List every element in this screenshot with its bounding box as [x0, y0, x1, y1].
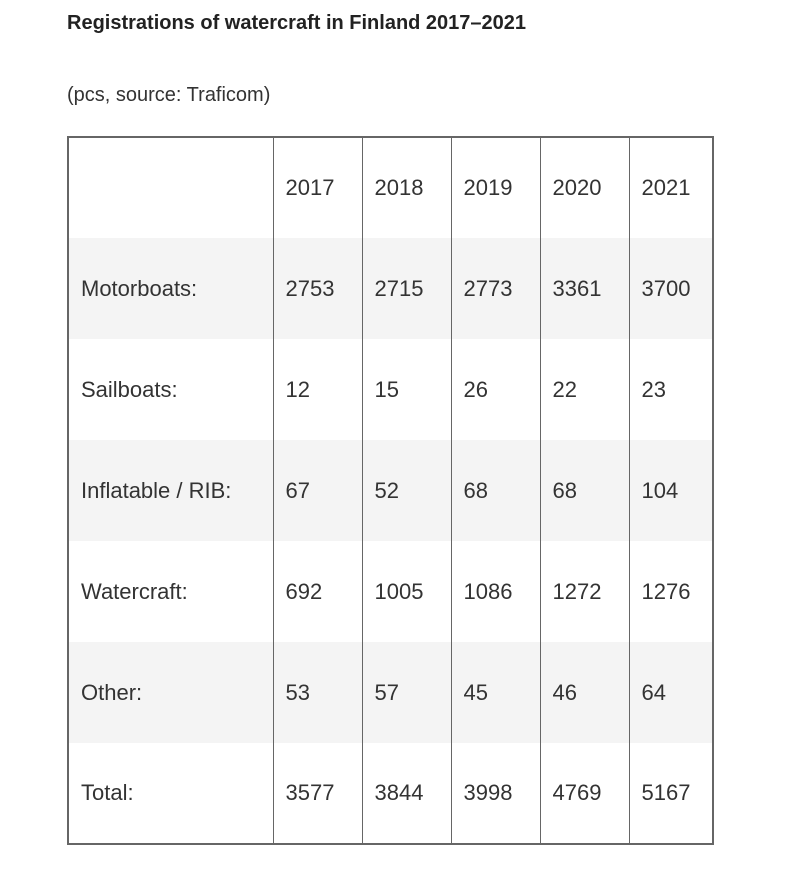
row-label: Other: [68, 642, 273, 743]
table-cell: 3700 [629, 238, 713, 339]
table-cell: 2753 [273, 238, 362, 339]
table-cell: 1005 [362, 541, 451, 642]
table-cell: 45 [451, 642, 540, 743]
table-cell: 46 [540, 642, 629, 743]
row-label: Inflatable / RIB: [68, 440, 273, 541]
year-header: 2018 [362, 137, 451, 238]
table-cell: 57 [362, 642, 451, 743]
table-cell: 104 [629, 440, 713, 541]
table-cell: 12 [273, 339, 362, 440]
year-header: 2021 [629, 137, 713, 238]
page-title: Registrations of watercraft in Finland 2017–2021 [67, 12, 527, 34]
table-cell: 2715 [362, 238, 451, 339]
table-cell: 692 [273, 541, 362, 642]
table-row-total [68, 743, 713, 844]
table-row [68, 238, 713, 339]
registrations-table [67, 136, 714, 845]
table-cell: 3361 [540, 238, 629, 339]
row-label: Sailboats: [68, 339, 273, 440]
table-cell: 4769 [540, 743, 629, 844]
table-cell: 3844 [362, 743, 451, 844]
table-cell: 68 [451, 440, 540, 541]
table-cell: 1276 [629, 541, 713, 642]
table-row [68, 339, 713, 440]
table-row [68, 440, 713, 541]
row-label: Watercraft: [68, 541, 273, 642]
row-label: Motorboats: [68, 238, 273, 339]
year-header: 2017 [273, 137, 362, 238]
table-cell: 52 [362, 440, 451, 541]
table-cell: 3998 [451, 743, 540, 844]
table-cell: 26 [451, 339, 540, 440]
table-cell: 15 [362, 339, 451, 440]
table-cell: 68 [540, 440, 629, 541]
table-caption: (pcs, source: Traficom) [67, 84, 271, 106]
table-cell: 64 [629, 642, 713, 743]
table-cell: 1272 [540, 541, 629, 642]
year-header: 2019 [451, 137, 540, 238]
table-row [68, 541, 713, 642]
table-cell: 5167 [629, 743, 713, 844]
year-header: 2020 [540, 137, 629, 238]
table-cell: 3577 [273, 743, 362, 844]
table-cell: 1086 [451, 541, 540, 642]
table-cell: 22 [540, 339, 629, 440]
table-cell: 53 [273, 642, 362, 743]
table-cell: 23 [629, 339, 713, 440]
row-label: Total: [68, 743, 273, 844]
table-cell: 67 [273, 440, 362, 541]
table-row [68, 642, 713, 743]
table-cell: 2773 [451, 238, 540, 339]
header-row [68, 137, 713, 238]
header-corner-cell [68, 137, 273, 238]
